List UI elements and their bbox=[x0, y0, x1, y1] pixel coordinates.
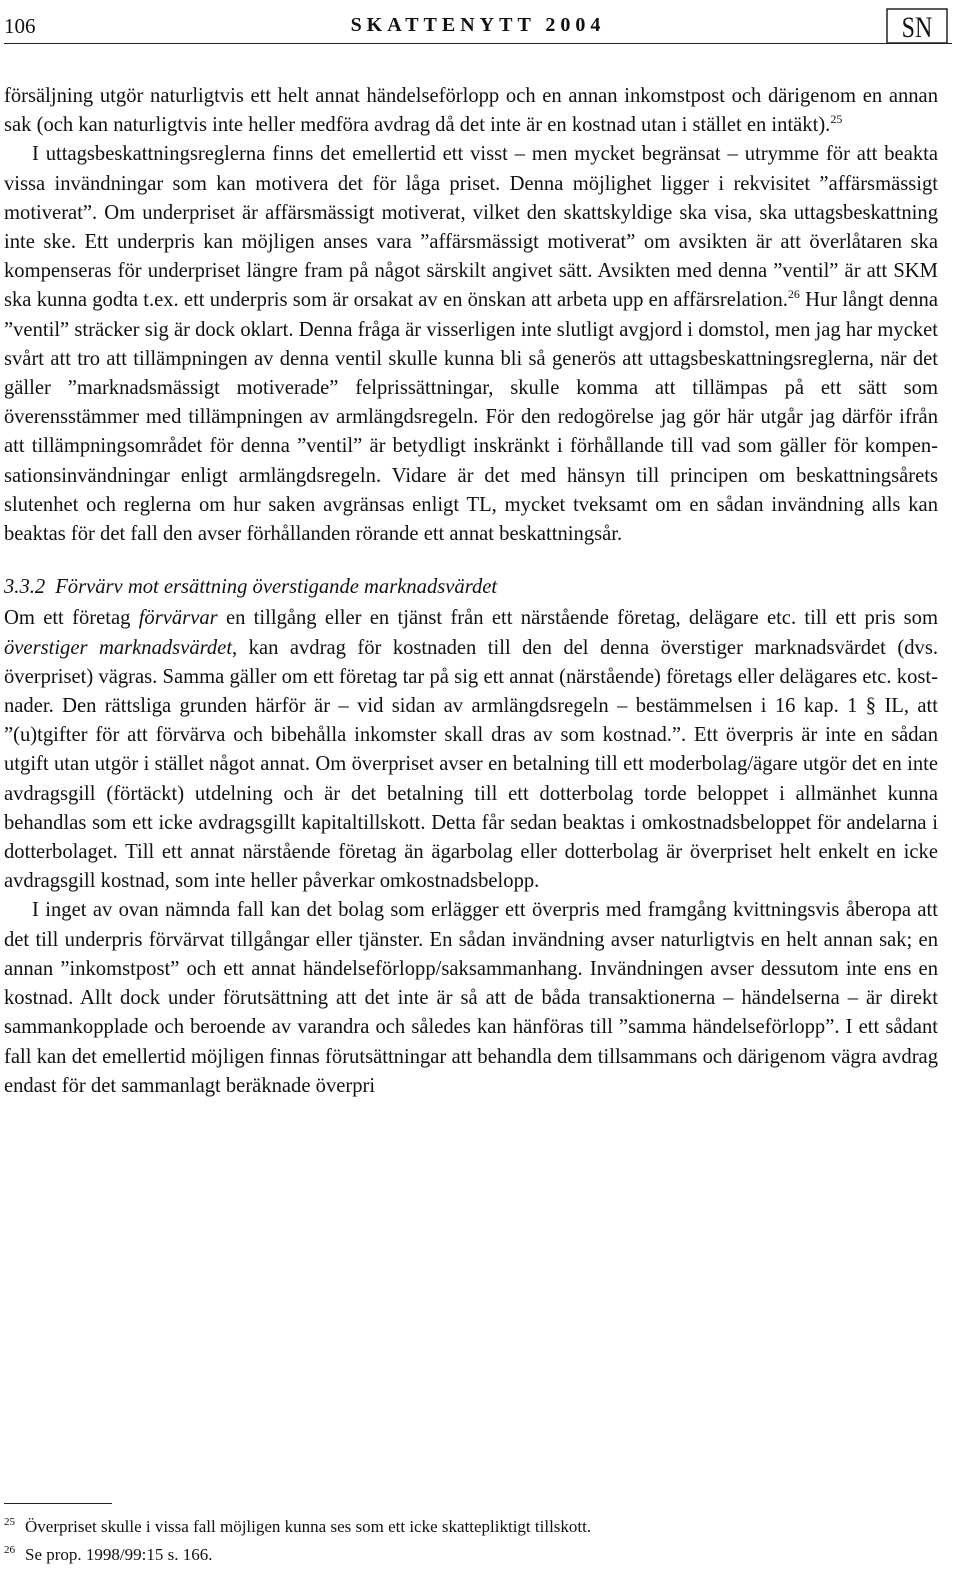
page-number: 106 bbox=[4, 14, 36, 38]
sn-logo bbox=[886, 8, 948, 44]
paragraph: I inget av ovan nämnda fall kan det bolag som erlägger ett överpris med framgång kvittningsvis åberopa att det till underpris förvärvat tillgångar eller tjänster. En sådan invändning avser naturligtvis en helt annan sak; en annan ”inkomstpost” och ett annat händelseförlopp/saksammanhang. Invändningen avser dessutom inte ens en kostnad. Allt dock under förutsättning att det inte är så att de båda transaktionerna – händelserna – är direkt sammankopplade och beroende av varandra och således kan hänföras till ”samma händelseförlopp”. I ett sådant fall kan det emellertid möjligen finnas förutsättningar att behandla dem tillsammans och därigenom vägra avdrag endast för det sammanlagt beräknade överpri bbox=[4, 899, 938, 1097]
paragraph: I uttagsbeskattningsreglerna finns det emellertid ett visst – men mycket begränsat – utrymme för att beakta vissa invändningar som kan motivera det för låga priset. Denna möjlighet ligger i rekvisitet ”affärsmässigt motiverat”. Om underpriset är affärsmässigt motiverat, vilket den skattskyldige ska visa, ska uttagsbeskattning inte ske. Ett underpris kan möjligen anses vara ”affärsmässigt motiverat” om avsikten är att överlåtaren ska kompenseras för underpriset längre fram på något särskilt angivet sätt. Avsikten med denna ”ventil” är att SKM ska kunna godta t.ex. ett underpris som är orsakat av en önskan att arbeta upp en affärsrelation.$^{26}$ Hur långt denna ”ventil” sträcker sig är dock oklart. Denna fråga är visserligen inte slutligt avgjord i domstol, men jag har mycket svårt att tro att tillämpningen av denna ventil skulle kunna bli så generös att uttagsbeskattningsreglerna, när det gäller ”marknadsmässigt motiverade” felprissättningar, skulle komma att tillämpas på ett sätt som överensstämmer med tillämpningen av armlängdsregeln. För den redogörelse jag gör här utgår jag därför ifrån att tillämpningsområdet för denna ”ventil” är betydligt inskränkt i förhållande till vad som gäller för kompensationsinvändningar enligt armlängdsregeln. Vidare är det med hänsyn till principen om beskattningsårets slutenhet och reglerna om hur saken avgränsas enligt TL, mycket tveksamt om en sådan invändning alls kan beaktas för det fall den avser förhållanden rörande ett annat beskattningsår. bbox=[4, 143, 938, 546]
sn-logo-text: SN bbox=[901, 10, 933, 44]
paragraph: Om ett företag förvärvar en tillgång eller en tjänst från ett närstående företag, delägare etc. till ett pris som överstiger marknadsvärdet, kan avdrag för kostnaden till den del denna överstiger marknadsvärdet (dvs. överpriset) vägras. Samma gäller om ett företag tar på sig ett annat (närstående) företags eller delägares etc. kostnader. Den rättsliga grunden härför är – vid sidan av armlängdsregeln – bestämmelsen i 16 kap. 1 § IL, att ”(u)tgifter för att förvärva och bibehålla inkomster skall dras av som kostnad.”. Ett överpris är inte en sådan utgift utan utgör i stället något annat. Om överpriset avser en betalning till ett moderbolag/ägare utgör det en inte avdragsgill (förtäckt) utdelning och är det betalning till ett dotterbolag torde beloppet i allmänhet kunna behandlas som ett icke avdragsgillt kapitaltillskott. Detta får sedan beaktas i omkostnadsbeloppet för andelarna i dotterbolaget. Till ett annat närstående företag än ägarbolag eller dotterbolag är överpriset helt enkelt en icke avdragsgill kostnad, som inte heller påverkar omkostnadsbelopp. bbox=[4, 607, 938, 893]
footnote: $^{26}$ Se prop. 1998/99:15 s. 166. bbox=[4, 1544, 213, 1564]
footnote: $^{25}$ Överpriset skulle i vissa fall möjligen kunna ses som ett icke skattepliktigt tillskott. bbox=[4, 1516, 592, 1536]
emphasis: överstiger marknadsvärdet bbox=[4, 636, 233, 659]
journal-title: SKATTENYTT 2004 bbox=[350, 14, 606, 36]
page-header bbox=[4, 4, 952, 44]
section-title: Förvärv mot ersättning överstigande marknadsvärdet bbox=[55, 576, 498, 599]
footnote-ref[interactable]: 26 bbox=[787, 287, 800, 302]
footnotes bbox=[4, 1513, 934, 1569]
paragraph: försäljning utgör naturligtvis ett helt annat händelseförlopp och en annan inkomstpost och därigenom en annan sak (och kan naturligtvis inte heller medföra avdrag då det inte är en kostnad utan i stället en intäkt).$^{25}$ bbox=[4, 85, 938, 137]
emphasis: förvärvar bbox=[138, 607, 218, 630]
footnote-rule bbox=[4, 1503, 112, 1504]
section-number: 3.3.2 bbox=[4, 576, 46, 599]
section-heading bbox=[4, 573, 938, 602]
body-text bbox=[4, 82, 938, 1101]
header-rule bbox=[4, 43, 952, 44]
footnote-ref[interactable]: 25 bbox=[830, 112, 843, 127]
